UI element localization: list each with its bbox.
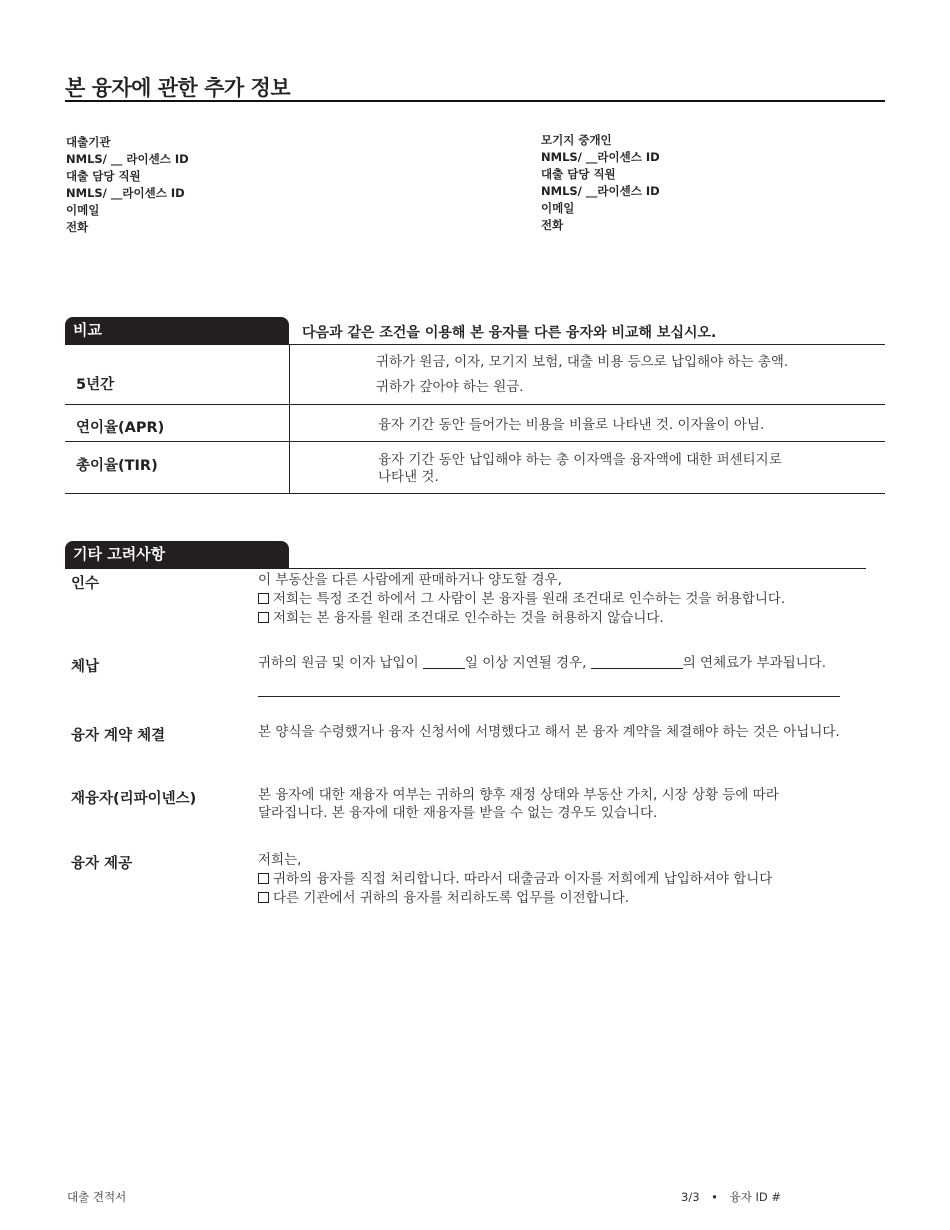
servicing-intro: 저희는, xyxy=(258,852,302,868)
broker-phone: 전화 xyxy=(541,218,564,232)
lender-label: 대출기관 xyxy=(66,135,111,149)
lender-email: 이메일 xyxy=(66,203,100,217)
lender-contact-block xyxy=(66,134,189,236)
row-text-apr: 융자 기간 동안 들어가는 비용을 비율로 나타낸 것. 이자율이 아님. xyxy=(378,417,765,433)
broker-label: 모기지 중개인 xyxy=(541,133,612,147)
lender-officer-nmls: NMLS/ __라이센스 ID xyxy=(66,186,185,200)
late-part-1: 귀하의 원금 및 이자 납입이 xyxy=(258,655,419,671)
other-top-rule xyxy=(289,568,866,569)
row-divider xyxy=(65,441,885,442)
checkbox-service-direct[interactable] xyxy=(258,873,269,884)
footer-page-number: 3/3 xyxy=(681,1190,700,1204)
assumption-option-allow xyxy=(258,590,785,609)
comparison-bottom-rule xyxy=(65,493,885,494)
broker-officer-nmls: NMLS/ __라이센스 ID xyxy=(541,184,660,198)
assumption-label: 인수 xyxy=(71,576,100,592)
comparison-column-divider xyxy=(289,344,290,494)
comparison-tab-label: 비교 xyxy=(73,321,102,339)
fee-blank[interactable] xyxy=(591,656,683,669)
other-considerations-tab xyxy=(65,541,289,569)
late-part-2: 일 이상 지연될 경우, xyxy=(464,655,587,671)
late-payment-label: 체납 xyxy=(71,659,100,675)
servicing-block xyxy=(258,851,772,908)
checkbox-allow[interactable] xyxy=(258,593,269,604)
row-label-5yr: 5년간 xyxy=(76,377,115,393)
other-considerations-tab-label: 기타 고려사항 xyxy=(73,545,166,563)
late-payment-rule xyxy=(258,696,840,697)
refinance-label: 재융자(리파이넨스) xyxy=(71,791,197,807)
servicing-option-transfer-text: 다른 기관에서 귀하의 융자를 처리하도록 업무를 이전합니다. xyxy=(273,890,630,906)
checkbox-service-transfer[interactable] xyxy=(258,892,269,903)
refinance-line: 본 융자에 대한 재융자 여부는 귀하의 향후 재정 상태와 부동산 가치, 시장 상황 등에 따라 xyxy=(258,787,779,803)
row-text-line: 융자 기간 동안 납입해야 하는 총 이자액을 융자액에 대한 퍼센티지로 xyxy=(378,452,782,468)
servicing-label: 융자 제공 xyxy=(71,856,133,872)
assumption-intro: 이 부동산을 다른 사람에게 판매하거나 양도할 경우, xyxy=(258,572,562,588)
broker-nmls: NMLS/ __라이센스 ID xyxy=(541,150,660,164)
comparison-top-rule xyxy=(289,344,885,345)
broker-contact-block xyxy=(541,132,660,234)
commitment-label: 융자 계약 체결 xyxy=(71,728,166,744)
assumption-option-allow-text: 저희는 특정 조건 하에서 그 사람이 본 융자를 원래 조건대로 인수하는 것을 허용합니다. xyxy=(273,591,786,607)
row-text-5yr xyxy=(376,352,788,398)
footer-loan-id: 융자 ID # xyxy=(729,1190,782,1204)
checkbox-deny[interactable] xyxy=(258,612,269,623)
footer-form-name: 대출 견적서 xyxy=(67,1190,127,1204)
lender-nmls: NMLS/ __ 라이센스 ID xyxy=(66,152,189,166)
row-label-apr: 연이율(APR) xyxy=(76,420,165,436)
late-payment-text xyxy=(258,654,826,673)
commitment-text: 본 양식을 수령했거나 융자 신청서에 서명했다고 해서 본 융자 계약을 체결해야 하는 것은 아닙니다. xyxy=(258,724,840,740)
refinance-text xyxy=(258,786,779,822)
footer-page-info xyxy=(681,1189,781,1205)
servicing-option-transfer xyxy=(258,889,772,908)
comparison-tab xyxy=(65,317,289,345)
late-part-3: 의 연체료가 부과됩니다. xyxy=(682,655,827,671)
row-divider xyxy=(65,404,885,405)
days-blank[interactable] xyxy=(423,656,465,669)
broker-email: 이메일 xyxy=(541,201,575,215)
row-text-tir xyxy=(378,452,782,486)
assumption-option-deny xyxy=(258,609,785,628)
servicing-option-direct-text: 귀하의 융자를 직접 처리합니다. 따라서 대출금과 이자를 저희에게 납입하셔야 합니다 xyxy=(273,871,773,887)
broker-officer: 대출 담당 직원 xyxy=(541,167,616,181)
footer-bullet: • xyxy=(711,1190,718,1204)
lender-officer: 대출 담당 직원 xyxy=(66,169,141,183)
row-text-line: 귀하가 원금, 이자, 모기지 보험, 대출 비용 등으로 납입해야 하는 총액. xyxy=(376,354,789,370)
assumption-option-deny-text: 저희는 본 융자를 원래 조건대로 인수하는 것을 허용하지 않습니다. xyxy=(273,610,664,626)
title-rule xyxy=(65,100,885,102)
lender-phone: 전화 xyxy=(66,220,89,234)
row-text-line: 귀하가 갚아야 하는 원금. xyxy=(376,379,524,395)
page-title: 본 융자에 관한 추가 정보 xyxy=(65,76,291,100)
row-label-tir: 총이율(TIR) xyxy=(76,458,158,474)
refinance-line: 달라집니다. 본 융자에 대한 재융자를 받을 수 없는 경우도 있습니다. xyxy=(258,805,658,821)
comparison-heading: 다음과 같은 조건을 이용해 본 융자를 다른 융자와 비교해 보십시오. xyxy=(302,325,717,341)
assumption-block xyxy=(258,571,785,628)
servicing-option-direct xyxy=(258,870,772,889)
row-text-line: 나타낸 것. xyxy=(378,469,439,485)
